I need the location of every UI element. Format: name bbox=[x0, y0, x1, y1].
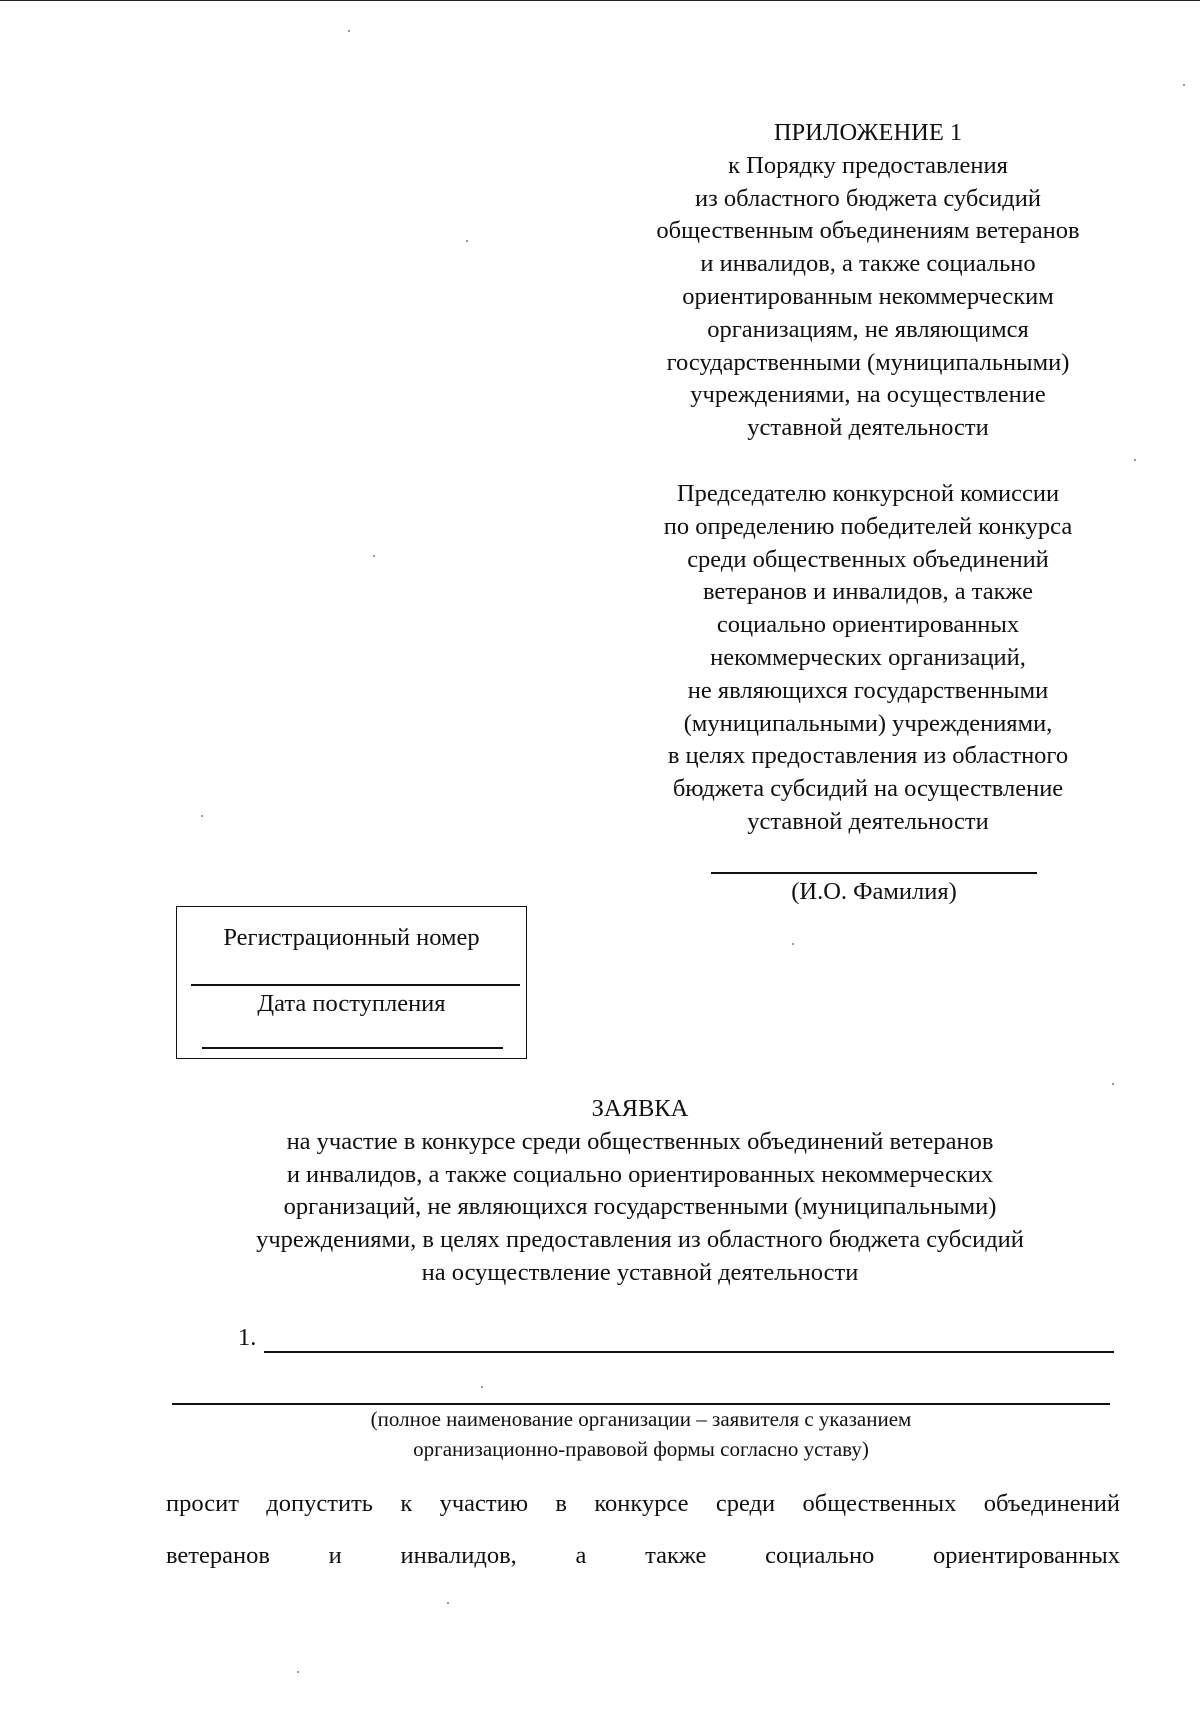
appendix-line: ориентированным некоммерческим bbox=[682, 282, 1054, 310]
appendix-line: уставной деятельности bbox=[747, 414, 989, 442]
signature-caption: (И.О. Фамилия) bbox=[791, 878, 957, 905]
addressee-line: социально ориентированных bbox=[716, 611, 1020, 639]
request-subtitle-line: организаций, не являющихся государственными (муниципальными) bbox=[283, 1193, 997, 1221]
scan-speck bbox=[348, 30, 350, 32]
addressee-line: бюджета субсидий на осуществление bbox=[672, 775, 1064, 803]
addressee-line: по определению победителей конкурса bbox=[663, 512, 1073, 540]
addressee-line: Председателю конкурсной комиссии bbox=[676, 480, 1060, 507]
receipt-date-blank-line bbox=[202, 1047, 503, 1049]
request-subtitle-line: и инвалидов, а также социально ориентированных некоммерческих bbox=[286, 1160, 994, 1188]
addressee-line: среди общественных объединений bbox=[687, 545, 1049, 573]
organization-name-field-line[interactable] bbox=[264, 1351, 1114, 1353]
appendix-line: из областного бюджета субсидий bbox=[695, 184, 1041, 212]
scan-speck bbox=[466, 240, 468, 242]
page-top-edge-rule bbox=[0, 0, 1200, 1]
request-title: ЗАЯВКА bbox=[591, 1095, 689, 1122]
addressee-line: в целях предоставления из областного bbox=[667, 742, 1069, 770]
registration-number-blank-line bbox=[191, 984, 520, 986]
scan-speck bbox=[1112, 1083, 1114, 1085]
scan-speck bbox=[297, 1671, 299, 1673]
appendix-line: к Порядку предоставления bbox=[728, 151, 1008, 179]
scan-speck bbox=[1134, 459, 1136, 461]
scan-speck bbox=[201, 815, 203, 817]
request-subtitle-line: учреждениями, в целях предоставления из областного бюджета субсидий bbox=[256, 1226, 1024, 1254]
scan-speck bbox=[1183, 84, 1185, 86]
request-section bbox=[170, 1093, 1110, 1290]
scan-speck bbox=[792, 943, 794, 945]
scan-speck bbox=[373, 555, 375, 557]
addressee-block bbox=[612, 478, 1124, 839]
body-text-line: просит допустить к участию в конкурсе среди общественных объединений bbox=[166, 1490, 1120, 1517]
appendix-line: государственными (муниципальными) bbox=[666, 348, 1070, 376]
addressee-line: (муниципальными) учреждениями, bbox=[683, 709, 1053, 737]
signature-blank-line bbox=[711, 872, 1037, 874]
registration-box bbox=[176, 906, 527, 1059]
appendix-line: общественным объединениям ветеранов bbox=[656, 217, 1080, 245]
scan-speck bbox=[481, 1386, 483, 1388]
receipt-date-label: Дата поступления bbox=[257, 990, 446, 1017]
addressee-line: уставной деятельности bbox=[747, 807, 989, 835]
request-subtitle-line: на осуществление уставной деятельности bbox=[421, 1258, 859, 1286]
addressee-line: некоммерческих организаций, bbox=[710, 643, 1026, 671]
field-caption-line: (полное наименование организации – заявителя с указанием bbox=[370, 1407, 912, 1431]
addressee-line: не являющихся государственными bbox=[687, 676, 1049, 704]
addressee-line: ветеранов и инвалидов, а также bbox=[703, 578, 1033, 606]
item-number: 1. bbox=[238, 1324, 257, 1351]
appendix-header bbox=[612, 117, 1124, 445]
request-subtitle-line: на участие в конкурсе среди общественных объединений ветеранов bbox=[286, 1127, 994, 1155]
appendix-line: организациям, не являющимся bbox=[707, 315, 1029, 343]
field-caption-line: организационно-правовой формы согласно уставу) bbox=[413, 1437, 869, 1461]
registration-number-label: Регистрационный номер bbox=[223, 924, 480, 951]
appendix-line: и инвалидов, а также социально bbox=[700, 250, 1036, 278]
organization-field-caption bbox=[172, 1404, 1110, 1464]
appendix-heading: ПРИЛОЖЕНИЕ 1 bbox=[773, 119, 963, 146]
body-text-line: ветеранов и инвалидов, а также социально ориентированных bbox=[166, 1542, 1120, 1569]
scan-speck bbox=[447, 1602, 449, 1604]
appendix-line: учреждениями, на осуществление bbox=[690, 381, 1046, 409]
